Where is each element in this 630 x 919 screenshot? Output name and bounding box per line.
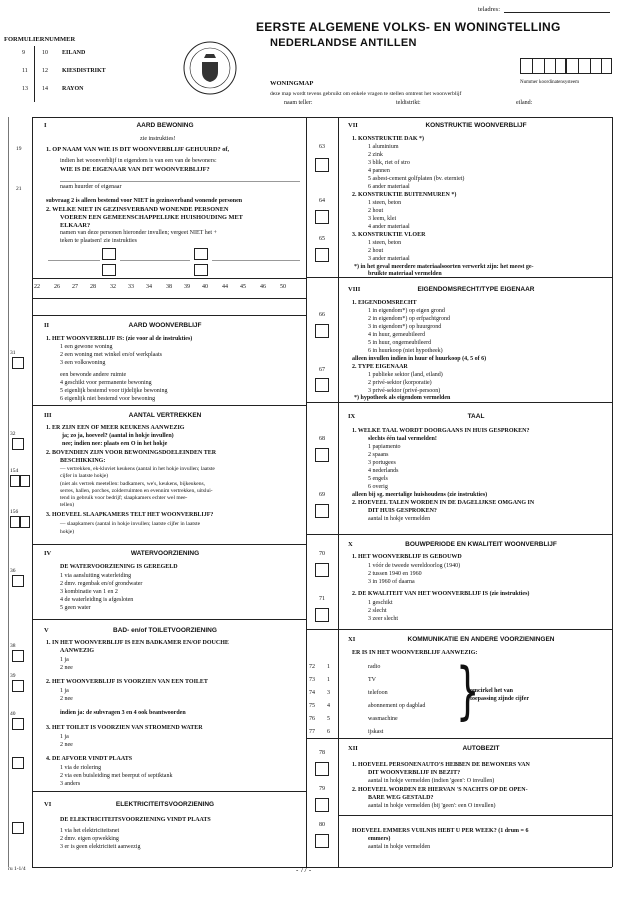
- section-VII-l15: 3 ander materiaal: [368, 256, 410, 262]
- section-IV-title: WATERVOORZIENING: [130, 550, 200, 557]
- coordinate-boxes[interactable]: [520, 58, 612, 74]
- section-II-title: AARD WOONVERBLIJF: [128, 322, 202, 329]
- person-box-2[interactable]: [194, 248, 208, 260]
- section-IX-l9: 2. HOEVEEL TALEN WORDEN IN DE DAGELIJKSE OMGANG IN: [352, 500, 535, 506]
- answer-box-78[interactable]: [315, 762, 329, 776]
- section-V-l10: 2 nee: [60, 742, 73, 748]
- code-12: 12: [42, 68, 48, 74]
- section-IX-l11: aantal in hokje vermelden: [368, 516, 431, 522]
- margin-num: 21: [16, 186, 22, 192]
- answer-box-80[interactable]: [315, 834, 329, 848]
- section-III-l4: BESCHIKKING:: [60, 458, 106, 464]
- section-XII-l5: aantal in hokje vermelden (bij 'geen': een O invullen): [368, 803, 496, 809]
- code-10: 10: [42, 50, 48, 56]
- answer-box-IV[interactable]: [12, 575, 24, 587]
- section-VII-l5: 5 asbest-cement golfplaten (bv. eterniet): [368, 176, 465, 182]
- section-IX-l3: 2 spaans: [368, 452, 389, 458]
- section-VI-title: ELEKTRICITEITSVOORZIENING: [115, 801, 215, 808]
- section-VI-l3: 3 er is geen elektriciteit aanwezig: [60, 844, 141, 850]
- section-IX-l5: 4 nederlands: [368, 468, 399, 474]
- section-XII-l0: 1. HOEVEEL PERSONENAUTO'S HEBBEN DE BEWONERS VAN: [352, 762, 530, 768]
- form-number-label: FORMULIERNUMMER: [4, 36, 76, 43]
- section-VII-l17: bruikte materiaal vermelden: [368, 271, 442, 277]
- section-V-l13: 2 via een buisleiding met beerput of septiktank: [60, 773, 173, 779]
- section-IX-l0: 1. WELKE TAAL WORDT DOORGAANS IN HUIS GESPROKEN?: [352, 428, 530, 434]
- section-I-q2a: subvraag 2 is alleen bestemd voor NIET in gezinsverband wonende personen: [46, 198, 243, 204]
- section-III-title: AANTAL VERTREKKEN: [128, 412, 202, 419]
- section-VIII-l4: 4 in huur, gemeubileerd: [368, 332, 426, 338]
- qnum-67: 67: [319, 367, 325, 373]
- person-box-4[interactable]: [194, 264, 208, 276]
- section-VIII-l5: 5 in huur, ongemeubileerd: [368, 340, 432, 346]
- section-XII-l2: aantal in hokje vermelden (indien 'geen': O invullen): [368, 778, 495, 784]
- qnum-70: 70: [319, 551, 325, 557]
- section-VIII-l0: 1. EIGENDOMSRECHT: [352, 300, 417, 306]
- answer-box-V-2[interactable]: [12, 680, 24, 692]
- section-VIII-num: VIII: [348, 286, 361, 293]
- section-VII-l4: 4 pannen: [368, 168, 390, 174]
- section-I-instructions: zie instrukties!: [140, 136, 176, 142]
- qnum-79: 79: [319, 786, 325, 792]
- section-I-q2c: VOEREN EEN GEMEENSCHAPPELIJKE HUISHOUDING MET: [60, 214, 243, 221]
- section-VIII-l10: 2 privé-sektor (korporatie): [368, 380, 432, 386]
- qnum-65: 65: [319, 236, 325, 242]
- qnum-71: 71: [319, 596, 325, 602]
- section-III-l1: ja; zo ja, hoeveel? (aantal in hokje invullen): [62, 433, 174, 439]
- footer-stamp: ru 1-1/4: [8, 866, 26, 872]
- section-XI-num: XI: [348, 636, 356, 643]
- margin-num: 36: [10, 568, 16, 574]
- answer-box-V-1[interactable]: [12, 650, 24, 662]
- section-XI-title: KOMMUNIKATIE EN ANDERE VOORZIENINGEN: [407, 636, 555, 643]
- item-telefoon: telefoon: [368, 690, 388, 696]
- section-VIII-l11: 3 privé-sektor (privé-persoon): [368, 388, 441, 394]
- answer-box-III-3a[interactable]: [10, 516, 20, 528]
- margin-num: 19: [16, 146, 22, 152]
- section-V-l6: 2 nee: [60, 696, 73, 702]
- section-II-l4: een bewonde andere ruimte: [60, 372, 127, 378]
- section-II-l5: 4 geschikt voor permanente bewoning: [60, 380, 152, 386]
- section-IX-l7: 6 overig: [368, 484, 388, 490]
- section-III-num: III: [44, 412, 52, 419]
- answer-box-64[interactable]: [315, 210, 329, 224]
- column-scale: 22 26 27 28 32 33 34 38 39 40 44 45 46 50: [34, 284, 286, 290]
- eiland-label: eiland:: [516, 100, 533, 106]
- answer-box-III-3b[interactable]: [20, 516, 30, 528]
- section-X-l4: 2. DE KWALITEIT VAN HET WOONVERBLIJF IS (zie instrukties): [352, 591, 530, 597]
- section-III-l8: serres, hallen, porches, zolderruimten en evennim vertrekken, uitslui-: [60, 488, 213, 494]
- item-wasmachine: wasmachine: [368, 716, 398, 722]
- section-VII-num: VII: [348, 122, 358, 129]
- section-IX-l4: 3 portugees: [368, 460, 396, 466]
- answer-box-70[interactable]: [315, 563, 329, 577]
- section-V-l0: 1. IN HET WOONVERBLIJF IS EEN BADKAMER EN/OF DOUCHE: [46, 640, 229, 646]
- title-line1: EERSTE ALGEMENE VOLKS- EN WONINGTELLING: [256, 20, 561, 34]
- section-V-l14: 3 anders: [60, 781, 81, 787]
- section-IV-l2: 2 dmv. regenbak en/of grondwater: [60, 581, 143, 587]
- section-V-l1: AANWEZIG: [60, 648, 95, 654]
- item-dagblad: abonnement op dagblad: [368, 703, 426, 709]
- section-X-l2: 2 tussen 1940 en 1960: [368, 571, 422, 577]
- section-IV-l1: 1 via aansluiting waterleiding: [60, 573, 132, 579]
- section-XII-l3: 2. HOEVEEL WORDEN ER HIERVAN 'S NACHTS OP DE OPEN-: [352, 787, 528, 793]
- section-VIII-l3: 3 in eigendom*) op huurgrond: [368, 324, 442, 330]
- section-X-title: BOUWPERIODE EN KWALITEIT WOONVERBLIJF: [405, 541, 557, 548]
- qnum-63: 63: [319, 144, 325, 150]
- coat-of-arms-seal: [182, 40, 238, 96]
- section-II-l3: 3 een volkswoning: [60, 360, 106, 366]
- qnum-78: 78: [319, 750, 325, 756]
- margin-num: 32: [10, 431, 16, 437]
- section-VII-l8: 1 steen, beton: [368, 200, 402, 206]
- section-VII-l12: 3. KONSTRUKTIE VLOER: [352, 232, 426, 238]
- item-tv: TV: [368, 677, 376, 683]
- section-IX-l6: 5 engels: [368, 476, 388, 482]
- section-I-q2f: teken te plaatsen! zie instrukties: [60, 238, 137, 244]
- margin-num: 39: [10, 673, 16, 679]
- section-VI-l0: DE ELEKTRICITEITSVOORZIENING VINDT PLAATS: [60, 817, 211, 823]
- section-V-l12: 1 via de riolering: [60, 765, 102, 771]
- section-III-l11: 3. HOEVEEL SLAAPKAMERS TELT HET WOONVERBLIJF?: [46, 512, 214, 518]
- section-VII-title: KONSTRUKTIE WOONVERBLIJF: [425, 122, 527, 129]
- section-V-l4: 2. HET WOONVERBLIJF IS VOORZIEN VAN EEN TOILET: [46, 679, 208, 685]
- code-rayon: RAYON: [62, 86, 84, 92]
- section-XII-title: AUTOBEZIT: [462, 745, 500, 752]
- answer-box-65[interactable]: [315, 248, 329, 262]
- section-VII-l11: 4 ander materiaal: [368, 224, 410, 230]
- margin-num: 156: [10, 509, 19, 515]
- qnum-68: 68: [319, 436, 325, 442]
- answer-box-71[interactable]: [315, 608, 329, 622]
- section-X-num: X: [348, 541, 353, 548]
- margin-num: 154: [10, 468, 19, 474]
- section-III-l0: 1. ER ZIJN EEN OF MEER KEUKENS AANWEZIG: [46, 425, 185, 431]
- person-box-1[interactable]: [102, 248, 116, 260]
- section-VIII-l9: 1 publieke sektor (land, eiland): [368, 372, 443, 378]
- title-line2: NEDERLANDSE ANTILLEN: [270, 37, 417, 49]
- section-XI-note2: toepassing zijnde cijfer: [470, 696, 529, 702]
- code-eiland: EILAND: [62, 50, 86, 56]
- section-VIII-l12: *) hypotheek als eigendom vermelden: [354, 395, 451, 401]
- section-X-l3: 3 in 1960 of daarna: [368, 579, 415, 585]
- section-X-l0: 1. HET WOONVERBLIJF IS GEBOUWD: [352, 554, 462, 560]
- answer-box-63[interactable]: [315, 158, 329, 172]
- section-I-num: I: [44, 122, 47, 129]
- intro-text: deze map wordt tevens gebruikt om enkele vragen te stellen omtrent het woonverblijf: [270, 91, 462, 97]
- section-III-l12: — slaapkamers (aantal in hokje invullen; laatste cijfer in laatste: [60, 521, 201, 527]
- teldistrikt-label: teldistrikt:: [396, 100, 421, 106]
- section-III-l13: hokje): [60, 529, 75, 535]
- answer-box-III-2a[interactable]: [10, 475, 20, 487]
- section-II-l6: 5 eigenlijk bestemd voor tijdelijke bewoning: [60, 388, 168, 394]
- section-I-title: AARD BEWONING: [136, 122, 194, 129]
- section-V-num: V: [44, 627, 49, 634]
- page-number: - 77 -: [296, 866, 312, 874]
- section-VIII-l2: 2 in eigendom*) op erfpachtgrond: [368, 316, 450, 322]
- section-VI-l2: 2 dmv. eigen opwekking: [60, 836, 119, 842]
- section-VI-l1: 1 via het elektriciteitsnet: [60, 828, 120, 834]
- naam-teller-label: naam teller:: [284, 100, 313, 106]
- section-IV-l5: 5 geen water: [60, 605, 91, 611]
- section-I-q1: 1. OP NAAM VAN WIE IS DIT WOONVERBLIJF GEHUURD? of,: [46, 146, 230, 153]
- item-ijskast: ijskast: [368, 729, 384, 735]
- qnum-64: 64: [319, 198, 325, 204]
- answer-box-V-4[interactable]: [12, 757, 24, 769]
- section-IX-l1: slechts één taal vermelden!: [368, 436, 437, 442]
- answer-box-69[interactable]: [315, 504, 329, 518]
- section-III-l3: 2. BOVENDIEN ZIJN VOOR BEWONINGSDOELEINDEN TER: [46, 450, 217, 456]
- section-V-l2: 1 ja: [60, 657, 69, 663]
- section-XII-l4: BARE WEG GESTALD?: [368, 795, 434, 801]
- section-X-l6: 2 slecht: [368, 608, 387, 614]
- section-VII-l3: 3 blik, riet of stro: [368, 160, 410, 166]
- section-II-l1: 1 een gewone woning: [60, 344, 113, 350]
- section-IV-num: IV: [44, 550, 52, 557]
- item-radio: radio: [368, 664, 381, 670]
- coordinate-label: Nummer koordinatensysteem: [520, 80, 580, 85]
- section-I-q1b: indien het woonverblijf in eigendom is van een van de bewoners:: [60, 158, 217, 164]
- section-XII-num: XII: [348, 745, 358, 752]
- section-VIII-l1: 1 in eigendom*) op eigen grond: [368, 308, 445, 314]
- section-II-l7: 6 eigenlijk niet bestemd voor bewoning: [60, 396, 156, 402]
- section-VIII-l8: 2. TYPE EIGENAAR: [352, 364, 408, 370]
- section-XII-l1: DIT WOONVERBLIJF IN BEZIT?: [368, 770, 461, 776]
- section-VII-l2: 2 zink: [368, 152, 383, 158]
- section-I-q1c: WIE IS DE EIGENAAR VAN DIT WOONVERBLIJF?: [60, 166, 210, 173]
- section-XII-l6: HOEVEEL EMMERS VUILNIS HEBT U PER WEEK? (1 drum = 6: [352, 828, 529, 834]
- code-kiesdistrikt: KIESDISTRIKT: [62, 68, 106, 74]
- section-VII-l14: 2 hout: [368, 248, 384, 254]
- answer-box-68[interactable]: [315, 448, 329, 462]
- section-X-l5: 1 geschikt: [368, 600, 393, 606]
- section-VIII-l6: 6 in huurkoop (niet hypotheek): [368, 348, 443, 354]
- section-V-l11: 4. DE AFVOER VINDT PLAATS: [46, 756, 133, 762]
- person-box-3[interactable]: [102, 264, 116, 276]
- section-VII-l10: 3 leem, klei: [368, 216, 397, 222]
- margin-num: 31: [10, 350, 16, 356]
- code-11: 11: [22, 68, 28, 74]
- code-14: 14: [42, 86, 48, 92]
- answer-box-66[interactable]: [315, 324, 329, 338]
- answer-box-II[interactable]: [12, 357, 24, 369]
- answer-box-79[interactable]: [315, 798, 329, 812]
- section-IV-l0: DE WATERVOORZIENING IS GEREGELD: [60, 564, 178, 570]
- section-XI-note1: omcirkel het van: [470, 688, 513, 694]
- section-IV-l4: 4 de waterleiding is afgesloten: [60, 597, 134, 603]
- section-VI-num: VI: [44, 801, 52, 808]
- qnum-66: 66: [319, 312, 325, 318]
- section-X-l1: 1 vóór de tweede wereldoorlog (1940): [368, 563, 461, 569]
- section-IV-l3: 3 kombinatie van 1 en 2: [60, 589, 118, 595]
- section-II-l0: 1. HET WOONVERBLIJF IS: (zie voor al de instrukties): [46, 336, 193, 342]
- section-VIII-l7: alleen invullen indien in huur of huurkoop (4, 5 of 6): [352, 356, 487, 362]
- section-III-l10: tellen): [60, 502, 75, 508]
- section-III-l6: cijfer in laatste hokje): [60, 473, 109, 479]
- section-I-q2b: 2. WELKE NIET IN GEZINSVERBAND WONENDE PERSONEN: [46, 206, 229, 213]
- section-VII-l13: 1 steen, beton: [368, 240, 402, 246]
- section-V-title: BAD- en/of TOILETVOORZIENING: [113, 627, 217, 634]
- section-II-num: II: [44, 322, 50, 329]
- section-XI-intro: ER IS IN HET WOONVERBLIJF AANWEZIG:: [352, 650, 478, 656]
- brace-icon: }: [455, 654, 480, 727]
- section-III-l2: nee; indien nee: plaats een O in het hokje: [62, 441, 168, 447]
- section-III-l9: tend in gebruik voor bedrijf; slaapkamers echter wel mee-: [60, 495, 188, 501]
- answer-box-VI[interactable]: [12, 822, 24, 834]
- section-V-l5: 1 ja: [60, 688, 69, 694]
- section-VII-l0: 1. KONSTRUKTIE DAK *): [352, 136, 425, 142]
- answer-box-67[interactable]: [315, 378, 329, 392]
- margin-num: 38: [10, 643, 16, 649]
- answer-box-V-3[interactable]: [12, 718, 24, 730]
- section-VIII-title: EIGENDOMSRECHT/TYPE EIGENAAR: [417, 286, 535, 293]
- section-VII-l9: 2 hout: [368, 208, 384, 214]
- section-V-l3: 2 nee: [60, 665, 73, 671]
- qnum-80: 80: [319, 822, 325, 828]
- section-V-l8: 3. HET TOILET IS VOORZIEN VAN STROMEND WATER: [46, 725, 203, 731]
- section-V-l7: indien ja: de subvragen 3 en 4 ook beantwoorden: [60, 710, 186, 716]
- section-IX-num: IX: [348, 413, 356, 420]
- code-13: 13: [22, 86, 28, 92]
- section-I-name-owner: naam huurder of eigenaar: [60, 184, 122, 190]
- qnum-69: 69: [319, 492, 325, 498]
- section-XII-l7: emmers): [368, 836, 391, 842]
- section-II-l2: 2 een woning met winkel en/of werkplaats: [60, 352, 162, 358]
- section-I-q2e: namen van deze personen hieronder invullen; vergeet NIET het +: [60, 230, 217, 236]
- section-VII-l1: 1 aluminium: [368, 144, 399, 150]
- section-IX-l2: 1 papiamento: [368, 444, 401, 450]
- margin-num: 40: [10, 711, 16, 717]
- section-XII-l8: aantal in hokje vermelden: [368, 844, 431, 850]
- section-III-l5: — vertrekken, ek-kluviet keukens (aantal in het hokje invullen; laatste: [60, 466, 215, 472]
- section-V-l9: 1 ja: [60, 734, 69, 740]
- code-9: 9: [22, 50, 25, 56]
- section-VII-l6: 6 ander materiaal: [368, 184, 410, 190]
- section-IX-l10: DIT HUIS GESPROKEN?: [368, 508, 437, 514]
- section-IX-l8: alleen bij sg. meertalige huishoudens (zie instrukties): [352, 492, 488, 498]
- teladres-label: teladres:: [478, 6, 501, 13]
- answer-box-III-2b[interactable]: [20, 475, 30, 487]
- section-VII-l7: 2. KONSTRUKTIE BUITENMUREN *): [352, 192, 457, 198]
- woningmap: WONINGMAP: [270, 80, 314, 87]
- section-X-l7: 3 zeer slecht: [368, 616, 398, 622]
- section-VII-l16: *) in het geval meerdere materiaalsoorten verwerkt zijn: het meest ge-: [354, 264, 534, 270]
- section-IX-title: TAAL: [467, 413, 485, 420]
- answer-box-III-1[interactable]: [12, 438, 24, 450]
- section-I-q2d: ELKAAR?: [60, 222, 91, 229]
- section-III-l7: (niet als vertrek meetellen: badkamers, we's, keukens, bijkeukens,: [60, 481, 206, 487]
